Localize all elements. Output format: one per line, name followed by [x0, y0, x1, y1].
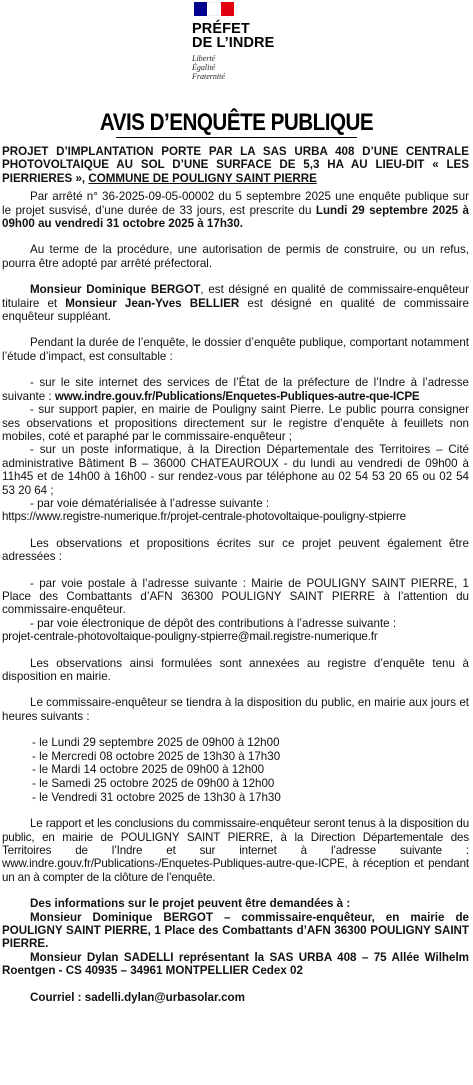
info-contact-company: Monsieur Dylan SADELLI représentant la SAS URBA 408 – 75 Allée Wilhelm Roentgen - CS 40935 – 34961 MONTPELLIER Cedex 02	[2, 950, 469, 978]
commissioner-text2: est désigné en qualité de commissaire enquêteur suppléant.	[2, 296, 469, 324]
intro-dates: Lundi 29 septembre 2025 à 09h00 au vendredi 31 octobre 2025 à 17h30.	[2, 203, 469, 231]
observations-paragraph: Les observations et propositions écrites sur ce projet peuvent également être adressées :	[2, 536, 469, 564]
info-title: Des informations sur le projet peuvent être demandées à :	[30, 897, 351, 911]
intro-text: Par arrêté n° 36-2025-09-05-00002 du 5 septembre 2025 une enquête publique sur le projet susvisé, d’une durée de 33 jours, est prescrite du	[2, 190, 469, 217]
motto-liberte: Liberté	[192, 54, 216, 63]
motto-egalite: Égalité	[192, 63, 216, 72]
send-email-text: - par voie électronique de dépôt des contributions à l’adresse suivante :	[30, 616, 397, 630]
commissioner-titular: Monsieur Dominique BERGOT	[30, 283, 201, 297]
heading-underline	[116, 137, 357, 138]
commissioner-substitute: Monsieur Jean-Yves BELLIER	[65, 296, 240, 310]
procedure-paragraph: Au terme de la procédure, une autorisation de permis de construire, ou un refus, pourra être adopté par arrêté préfectoral.	[2, 243, 469, 270]
registry-email-link[interactable]: projet-centrale-photovoltaique-pouligny-stpierre@mail.registre-numerique.fr	[2, 630, 378, 644]
project-subtitle	[2, 145, 469, 185]
motto-fraternite: Fraternité	[192, 72, 225, 81]
commissioner-text1: , est désigné en qualité de commissaire-enquêteur titulaire et	[2, 283, 469, 310]
subtitle-commune: COMMUNE DE POULIGNY SAINT PIERRE	[88, 171, 317, 185]
notice-heading: AVIS D’ENQUÊTE PUBLIQUE	[99, 109, 374, 136]
permanence-schedule	[2, 736, 469, 804]
schedule-item: - le Mardi 14 octobre 2025 de 09h00 à 12h00	[32, 763, 265, 777]
notice-body	[2, 145, 469, 1004]
consult-web	[2, 376, 469, 403]
logo-line-prefet: PRÉFET	[192, 21, 250, 37]
prefecture-logo	[192, 2, 282, 81]
schedule-item: - le Vendredi 31 octobre 2025 de 13h30 à 17h30	[32, 790, 281, 804]
commissioners-paragraph	[2, 283, 469, 323]
logo-line-indre: DE L’INDRE	[192, 35, 275, 51]
dossier-paragraph: Pendant la durée de l’enquête, le dossier d’enquête publique, comportant notamment l’étude d’impact, est consultable :	[2, 336, 469, 363]
consult-web-text: - sur le site internet des services de l’État de la préfecture de l’Indre à l’adresse suivante :	[2, 376, 469, 403]
marianne-flag-icon	[194, 2, 234, 16]
intro-paragraph	[2, 190, 469, 230]
consult-computer: - sur un poste informatique, à la Direction Départementale des Territoires – Cité administrative Bâtiment B – 36000 CHATEAUROUX - du lundi au vendredi de 09h00 à 11h45 et de 14h00 à 16h00 - sur rendez-vous par téléphone au 02 54 53 20 65 ou 02 54 53 20 64 ;	[2, 443, 469, 497]
report-paragraph: Le rapport et les conclusions du commissaire-enquêteur seront tenus à la disposition du public, en mairie de POULIGNY SAINT PIERRE, à la Direction Départementale des Territoires de l’Indre et sur internet à l’adresse suivante : www.indre.gouv.fr/Publications-/Enquetes-Publiques-autre-que-ICPE, à réception et pendant un an à compter de la clôture de l’enquête.	[2, 817, 469, 884]
motto	[192, 54, 282, 81]
send-post: - par voie postale à l’adresse suivante : Mairie de POULIGNY SAINT PIERRE, 1 Place des Combattants d’AFN 36300 POULIGNY SAINT PIERRE à l’attention du commissaire-enquêteur.	[2, 576, 469, 617]
schedule-item: - le Mercredi 08 octobre 2025 de 13h30 à 17h30	[32, 749, 281, 763]
prefecture-url-link[interactable]: www.indre.gouv.fr/Publications/Enquetes-Publiques-autre-que-ICPE	[54, 389, 420, 403]
schedule-item: - le Lundi 29 septembre 2025 de 09h00 à 12h00	[32, 736, 280, 750]
consult-paper: - sur support papier, en mairie de Pouligny saint Pierre. Le public pourra consigner ses observations et propositions directement sur le registre d’enquête à feuillets non mobiles, coté et paraphé par le commissaire-enquêteur ;	[2, 403, 469, 443]
availability-paragraph: Le commissaire-enquêteur se tiendra à la disposition du public, en mairie aux jours et heures suivants :	[2, 696, 469, 723]
schedule-item: - le Samedi 25 octobre 2025 de 09h00 à 12h00	[32, 777, 275, 790]
consult-online-text: - par voie dématérialisée à l’adresse suivante :	[30, 496, 270, 510]
registry-url-link[interactable]: https://www.registre-numerique.fr/projet-centrale-photovoltaique-pouligny-stpierre	[2, 510, 406, 524]
contact-email-link[interactable]: Courriel : sadelli.dylan@urbasolar.com	[30, 990, 245, 1004]
info-contact-commissioner: Monsieur Dominique BERGOT – commissaire-enquêteur, en mairie de POULIGNY SAINT PIERRE, 1 Place des Combattants d’AFN 36300 POULIGNY SAINT PIERRE.	[2, 910, 469, 951]
annexed-paragraph: Les observations ainsi formulées sont annexées au registre d’enquête tenu à disposition en mairie.	[2, 656, 469, 683]
subtitle-part1: PROJET D’IMPLANTATION PORTE PAR LA SAS URBA 408 D’UNE CENTRALE PHOTOVOLTAIQUE AU SOL D’UNE SURFACE DE 5,3 HA AU LIEU-DIT « LES PIERRIERES »,	[2, 145, 469, 185]
